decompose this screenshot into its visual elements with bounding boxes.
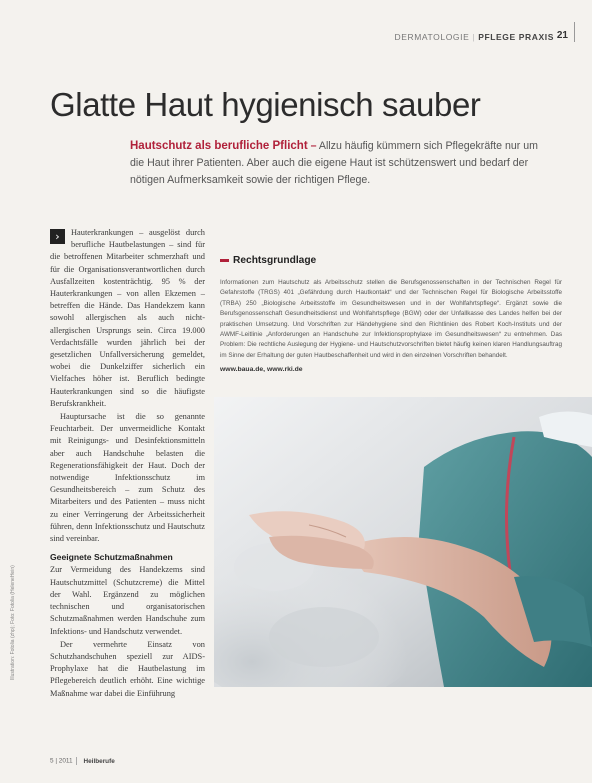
lead-text: Allzu häufig kümmern sich Pflegekräfte nur um die Haut ihrer Patienten. Aber auch die eigene Haut ist schützenswert und bedarf der nötigen Aufmerksamkeit sowie der richtigen Pflege. — [130, 140, 538, 186]
image-credit: Illustration: Fotolia (zhp); Foto: Fotolia (HeleneHein) — [10, 565, 16, 680]
body-paragraph: Hauptursache ist die so genannte Feuchtarbeit. Der unvermeidliche Kontakt mit Reinigungs- und Desinfektionsmitteln aber auch Handschuhe belasten die Regenerationsfähigkeit der Haut. Doch der notwendige Infektionsschutz im Gesundheitsbereich – zum Schutz des Mitarbeiters und des Patienten – muss nicht zu einer Verringerung der Arbeitssicherheit führen, denn Infektionsschutz und Hautschutz sind vereinbar. — [50, 412, 205, 544]
legal-links[interactable]: www.baua.de, www.rki.de — [220, 366, 303, 374]
page-number: 21 — [556, 30, 568, 41]
running-head — [394, 32, 554, 42]
lead-kicker: Hautschutz als berufliche Pflicht — [130, 140, 308, 152]
legal-heading-text: Rechtsgrundlage — [233, 255, 317, 266]
accent-bar-icon — [220, 259, 229, 262]
footer-divider — [76, 757, 77, 765]
article-body-column — [50, 227, 205, 701]
body-paragraph: Der vermehrte Einsatz von Schutzhandschuhen speziell zur AIDS-Prophylaxe hat die Hautbelastung im Pflegebereich deutlich erhöht. Eine wichtige Maßnahme war dabei die Einführung — [50, 639, 205, 698]
body-paragraph — [50, 227, 205, 410]
body-paragraph-text: Hauterkrankungen – ausgelöst durch berufliche Hautbelastungen – sind für die betroffenen Mitarbeiter schmerzhaft und für die Organisationsverantwortlichen durch Ausfallzeiten kostenträchtig. 95 % der Hauterkrankungen – von allen Ekzemen – betreffen die Hände. Das Handekzem kann sowohl allergischen als auch nicht-allergischen Ursprungs sein. Circa 19.000 Verdachtsfälle wurden jährlich bei der gesetzlichen Unfallversicherung gemeldet, wobei die Dunkelziffer sicherlich ein Vielfaches höher ist. Beruflich bedingte Hauterkrankungen sind so die häufigste Berufskrankheit. — [50, 228, 205, 408]
body-subhead: Geeignete Schutzmaßnahmen — [50, 552, 173, 563]
body-paragraph: Zur Vermeidung des Handekzems sind Hautschutzmittel (Schutzcreme) die Mittel der Wahl. Ergänzend zu möglichen technischen und organisatorischen Schutzmaßnahmen werden Handschuhe zum Infektions- und Handschutz verwendet. — [50, 565, 205, 636]
running-head-separator: | — [472, 32, 476, 42]
article-lead — [130, 138, 550, 189]
legal-heading — [220, 255, 562, 266]
footer-issue: 5 | 2011 — [50, 757, 73, 765]
lead-dash: – — [310, 140, 317, 152]
page-footer — [50, 757, 115, 765]
legal-text: Informationen zum Hautschutz als Arbeitsschutz stellen die Berufsgenossenschaften in der Technischen Regel für Gefahrstoffe (TRGS) 401 „Gefährdung durch Hautkontakt“ und der Technischen Regel für Biologische Arbeitsstoffe (TRBA) 250 „Biologische Arbeitsstoffe im Gesundheitswesen und in der Wohlfahrtspflege“. Ergänzt sowie die Berufsgenossenschaft Gesundheitsdienst und Wohlfahrtspflege (BGW) oder der Unfallkasse des Landes helfen bei der praktischen Umsetzung. Und Vorschriften zur Händehygiene sind den Richtlinien des Robert Koch-Instituts und der AWMF-Leitlinie „Anforderungen an Handschuhe zur Infektionsprophylaxe im Gesundheitswesen“ zu entnehmen. Das Problem: Die rechtliche Auslegung der Hygiene- und Hautschutzvorschriften bietet häufig keinen klaren Handlungsauftrag im Sinne der Erhaltung der guten Hautbeschaffenheit und wird in den einzelnen Vorschriften behandelt. — [220, 279, 562, 359]
header-rule — [574, 22, 575, 42]
footer-magazine: Heilberufe — [83, 757, 115, 765]
article-title: Glatte Haut hygienisch sauber — [50, 86, 481, 123]
running-head-category: DERMATOLOGIE — [394, 32, 470, 42]
running-head-section: PFLEGE PRAXIS — [478, 32, 554, 42]
chevron-right-icon: › — [50, 229, 65, 244]
hand-washing-photo — [214, 397, 592, 687]
article-photo — [214, 397, 592, 687]
legal-info-box — [220, 255, 562, 373]
